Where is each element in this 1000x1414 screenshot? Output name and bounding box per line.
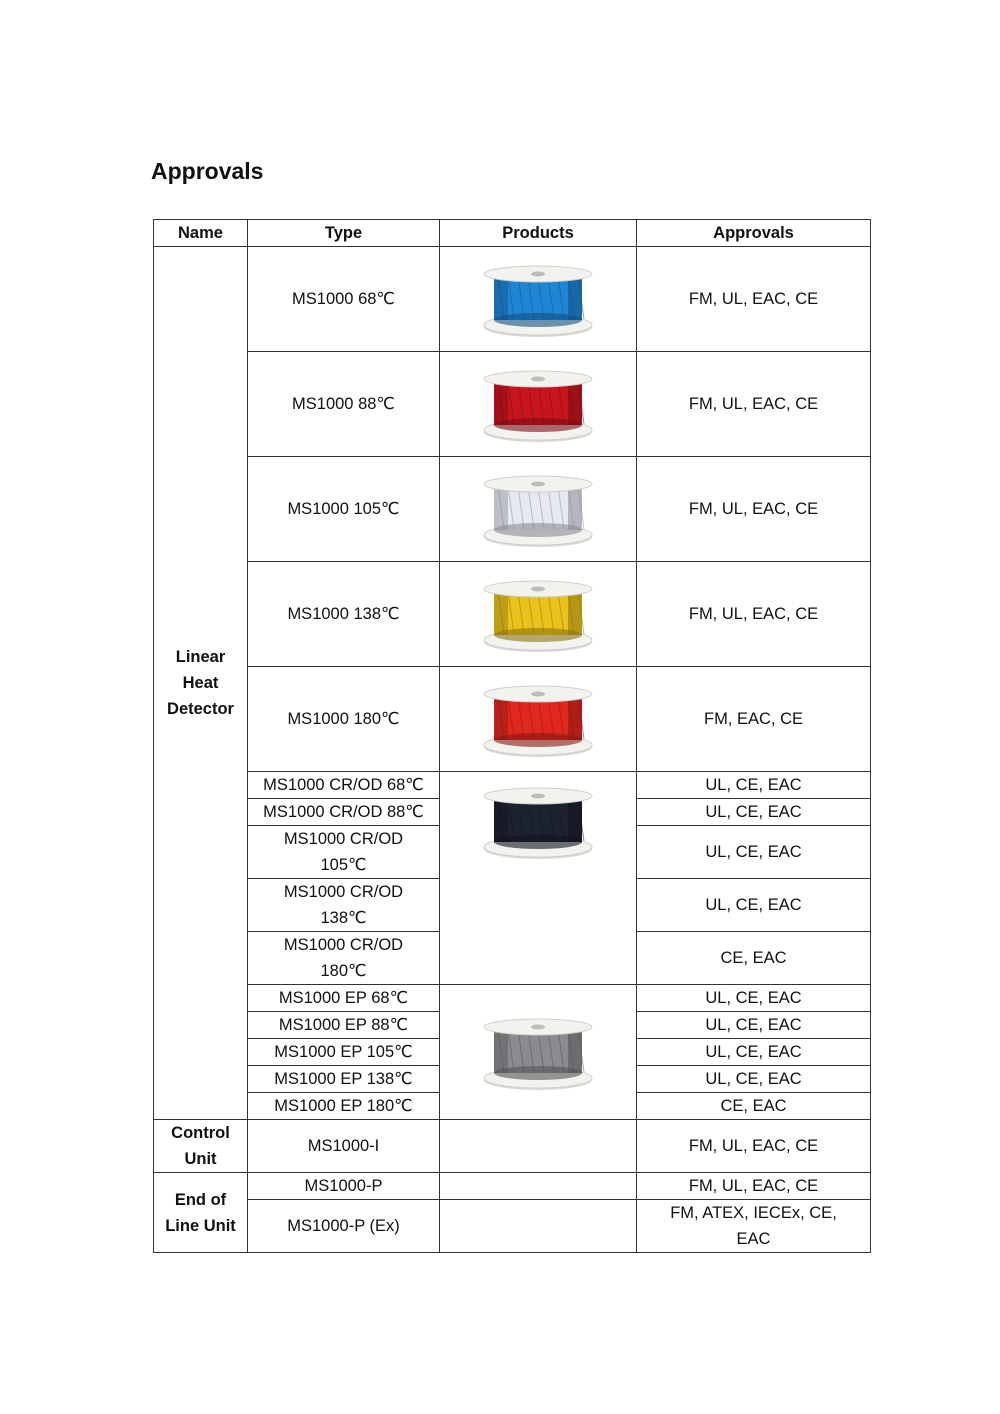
product-image-cell [440, 562, 637, 667]
approvals-cell: UL, CE, EAC [637, 799, 871, 826]
spool-image [479, 260, 597, 338]
approvals-cell: FM, UL, EAC, CE [637, 247, 871, 352]
type-cell: MS1000 EP 180℃ [248, 1093, 440, 1120]
spool-image [479, 680, 597, 758]
approvals-cell: FM, UL, EAC, CE [637, 457, 871, 562]
table-row [154, 1120, 871, 1173]
approvals-cell: FM, EAC, CE [637, 667, 871, 772]
type-cell: MS1000-I [248, 1120, 440, 1173]
header-type: Type [248, 220, 440, 247]
header-name: Name [154, 220, 248, 247]
type-cell: MS1000 EP 105℃ [248, 1039, 440, 1066]
spool-image [479, 470, 597, 548]
group-control-unit: Control Unit [154, 1120, 248, 1173]
type-cell: MS1000 CR/OD 138℃ [248, 879, 440, 932]
type-cell: MS1000 EP 88℃ [248, 1012, 440, 1039]
product-image-cell [440, 985, 637, 1120]
approvals-cell: UL, CE, EAC [637, 772, 871, 799]
product-image-cell [440, 667, 637, 772]
approvals-cell: UL, CE, EAC [637, 826, 871, 879]
approvals-cell: UL, CE, EAC [637, 879, 871, 932]
approvals-cell: UL, CE, EAC [637, 1066, 871, 1093]
product-image-cell [440, 1120, 637, 1173]
product-image-cell [440, 772, 637, 985]
approvals-cell: UL, CE, EAC [637, 1012, 871, 1039]
type-cell: MS1000 CR/OD 105℃ [248, 826, 440, 879]
type-cell: MS1000 EP 68℃ [248, 985, 440, 1012]
table-row [154, 562, 871, 667]
group-end-of-line-unit: End of Line Unit [154, 1173, 248, 1253]
spool-image [479, 782, 597, 860]
table-row [154, 1200, 871, 1253]
type-cell: MS1000 105℃ [248, 457, 440, 562]
approvals-cell: CE, EAC [637, 1093, 871, 1120]
approvals-cell: FM, UL, EAC, CE [637, 352, 871, 457]
spool-image [479, 575, 597, 653]
type-cell: MS1000 EP 138℃ [248, 1066, 440, 1093]
product-image-cell [440, 1200, 637, 1253]
type-cell: MS1000-P [248, 1173, 440, 1200]
product-image-cell [440, 1173, 637, 1200]
approvals-cell: FM, UL, EAC, CE [637, 1173, 871, 1200]
table-row [154, 667, 871, 772]
product-image-cell [440, 457, 637, 562]
type-cell: MS1000 88℃ [248, 352, 440, 457]
approvals-cell: CE, EAC [637, 932, 871, 985]
table-row [154, 352, 871, 457]
table-header-row [154, 220, 871, 247]
table-row [154, 985, 871, 1012]
approvals-cell: FM, ATEX, IECEx, CE, EAC [637, 1200, 871, 1253]
header-products: Products [440, 220, 637, 247]
product-image-cell [440, 352, 637, 457]
table-row [154, 772, 871, 799]
page-title: Approvals [151, 158, 264, 184]
type-cell: MS1000 180℃ [248, 667, 440, 772]
approvals-cell: UL, CE, EAC [637, 985, 871, 1012]
group-linear-heat-detector: Linear Heat Detector [154, 247, 248, 1120]
spool-image [479, 1013, 597, 1091]
approvals-cell: UL, CE, EAC [637, 1039, 871, 1066]
approvals-cell: FM, UL, EAC, CE [637, 562, 871, 667]
spool-image [479, 365, 597, 443]
type-cell: MS1000 CR/OD 68℃ [248, 772, 440, 799]
table-row [154, 457, 871, 562]
type-cell: MS1000 138℃ [248, 562, 440, 667]
table-row [154, 1173, 871, 1200]
type-cell: MS1000 CR/OD 180℃ [248, 932, 440, 985]
table-row [154, 247, 871, 352]
approvals-cell: FM, UL, EAC, CE [637, 1120, 871, 1173]
header-approvals: Approvals [637, 220, 871, 247]
type-cell: MS1000 CR/OD 88℃ [248, 799, 440, 826]
type-cell: MS1000 68℃ [248, 247, 440, 352]
approvals-table [153, 219, 871, 1253]
type-cell: MS1000-P (Ex) [248, 1200, 440, 1253]
product-image-cell [440, 247, 637, 352]
